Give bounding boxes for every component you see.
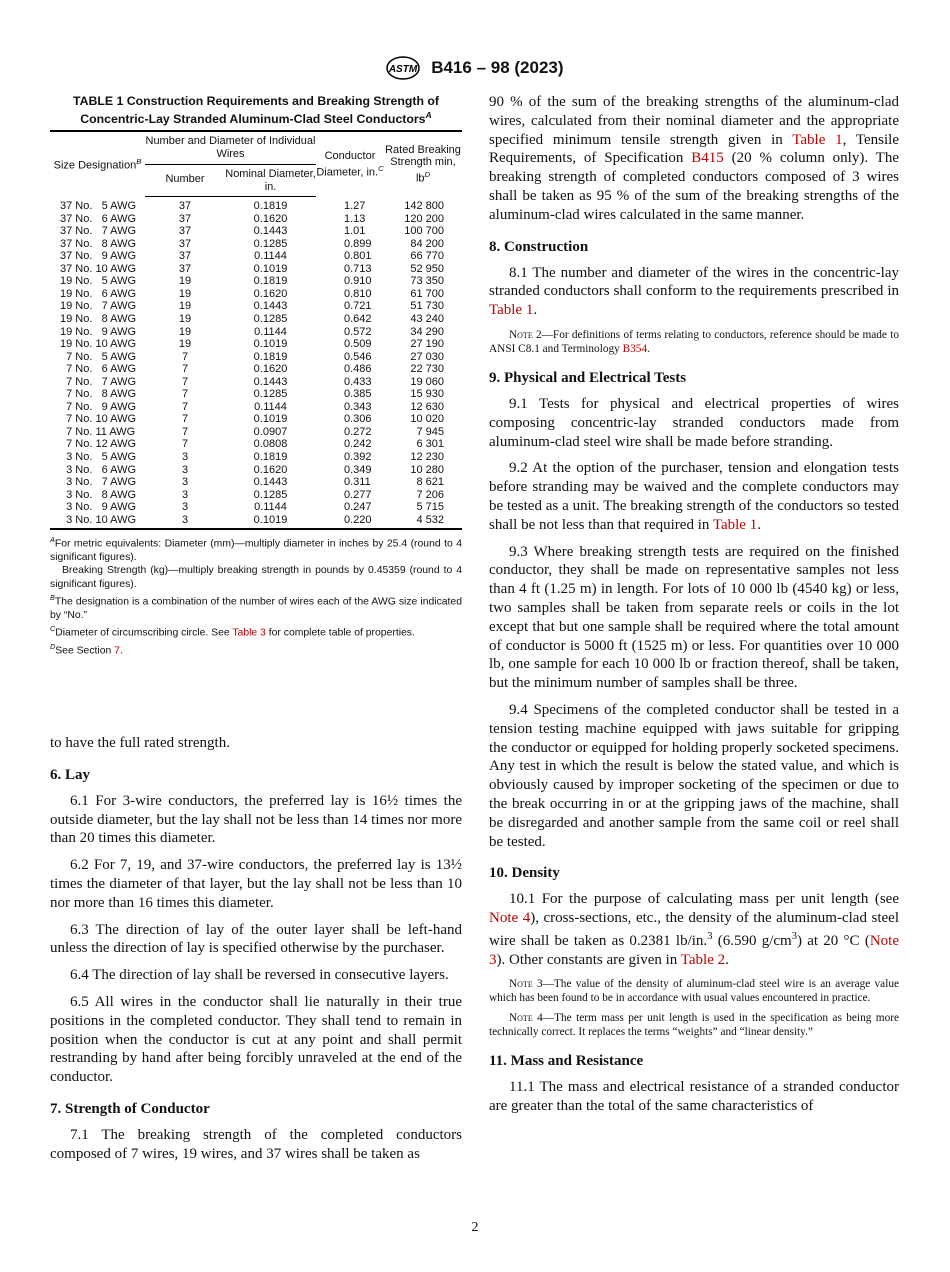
table-cell: 142 800 [404,199,444,212]
table-cell: 0.1620 [253,287,288,300]
table-cell: 0.1443 [253,225,288,238]
col-size: Size Designation$^B$ [53,157,142,172]
paragraph [50,792,462,848]
table-cell: 27 190 [410,338,444,351]
table-cell: 0.1019 [253,513,288,526]
paragraph [489,890,899,969]
text-run: 90 % of the sum of the breaking strengths of the aluminum-clad wires, calculated from their nominal diameter and the appropriate specified minimum tensile strength given in [489,94,899,148]
table-cell: 19 [178,275,192,288]
table-row [50,388,462,401]
table-cell: 7 No. 5 AWG [60,350,137,363]
cross-reference-link[interactable]: Note 4 [489,910,531,927]
table-cell: 7 [181,413,189,426]
text-run: 9.3 Where breaking strength tests are required on the finished conductor, they shall be made on representative samples not less than 4 ft (1.25 m) in length. For lots of 10 000 lb (4540 kg) or less, two samples shall be taken from separate reels or coils in the lot except that but one sample shall be required where the total amount of conductor is 5000 ft (1525 m) or less. For quantities over 10 000 lb, one sample for each 10 000 lb or fraction thereof, shall be taken, but the minimum number of samples shall be three. [489,543,899,692]
page-header [0,56,950,80]
table-cell: 3 No. 6 AWG [60,463,137,476]
table-cell: 0.1144 [254,250,287,263]
table-cell: 43 240 [410,313,444,326]
table-cell: 19 No. 8 AWG [60,313,137,326]
table-cell: 37 [178,250,192,263]
table-row [50,413,462,426]
table-row [50,275,462,288]
table-cell: 19 No. 10 AWG [60,338,137,351]
svg-text:ASTM: ASTM [389,64,418,75]
table-cell: 0.277 [344,488,372,501]
left-column-text [50,734,462,1172]
table-cell: 37 No. 10 AWG [60,262,137,275]
table-cell: 7 No. 12 AWG [60,438,137,451]
table-cell: 34 290 [410,325,444,338]
text-run: 3 [791,930,797,942]
table-cell: 19 [178,287,192,300]
table-cell: 0.810 [344,287,372,300]
table-cell: 3 No. 9 AWG [60,501,137,514]
table-cell: 0.272 [344,425,372,438]
table-cell: 0.1019 [253,262,288,275]
table-cell: 7 [181,438,189,451]
cross-reference-link[interactable]: Table 1 [712,516,758,533]
table-row [50,326,462,339]
text-run: 9.4 Specimens of the completed conductor shall be tested in a tension testing machine equipped with jaws suitable for gripping the conductor or equipped for holding properly socketed specimens. Any test in which the result is below the stated value, and which is obviously caused by improper socketing of the specimen or due to the break occurring in or at the gripping jaws of the machine, shall be disregarded and another sample from the same coil or reel shall be tested. [489,701,899,850]
table-cell: 37 No. 8 AWG [60,237,137,250]
table-cell: 0.1819 [253,200,288,213]
table-cell: 0.1144 [254,501,287,514]
text-run: (6.590 g/cm [712,932,792,949]
table-cell: 0.910 [344,275,372,288]
table-cell: 0.392 [344,451,372,464]
table-cell: 3 [181,501,189,514]
table-cell: 10 280 [410,463,444,476]
table-row [50,476,462,489]
table-row [50,426,462,439]
col-conductor-diameter: Conductor Diameter, in.$^C$ [316,150,384,179]
table-cell: 37 [178,200,192,213]
table-cell: 37 No. 5 AWG [60,199,137,212]
paragraph [50,734,462,753]
note-paragraph [489,328,899,356]
page-number: 2 [471,1220,479,1235]
text-run: to have the full rated strength. [50,735,230,751]
note-paragraph [489,977,899,1005]
table-1-block [50,94,462,658]
text-run: Note [509,978,533,991]
table-cell: 1.01 [344,225,366,238]
table-cell: 1.27 [344,199,366,212]
table-row [50,338,462,351]
table-row [50,451,462,464]
table-cell: 0.1285 [253,488,288,501]
table-cell: 19 No. 9 AWG [60,325,137,338]
table-cell: 3 [181,451,189,464]
text-run: 6.1 For 3-wire conductors, the preferred lay is 16½ times the outside diameter, but the lay shall not be less than 14 times nor more than 20 times this diameter. [50,792,462,847]
table-cell: 0.509 [344,338,372,351]
table-cell: 0.1620 [253,363,288,376]
table-cell: 3 [181,513,189,526]
table-cell: 0.1620 [253,463,288,476]
table-cell: 0.1019 [253,338,288,351]
table-cell: 10 020 [410,413,444,426]
text-run: 9. Physical and Electrical Tests [489,369,687,386]
text-run: (20 % column only). The breaking strength of completed conductors composed of 3 wires shall be taken as 95 % of the sum of the breaking strengths of the aluminum-clad wires calculated in the same manner. [489,150,899,223]
table-cell: 37 [178,262,192,275]
table-cell: 0.1819 [253,350,288,363]
table-cell: 19 [178,325,192,338]
table-title: TABLE 1 Construction Requirements and Breaking Strength of Concentric-Lay Stranded Aluminum-Clad Steel Conductors$^A$ [73,94,439,127]
table-row [50,401,462,414]
table-row [50,376,462,389]
table-cell: 19 No. 6 AWG [60,287,137,300]
table-cell: 7 [181,375,189,388]
table-row [50,351,462,364]
text-run: , Tensile Requirements, of Specification [489,131,899,167]
table-cell: 0.721 [344,300,372,313]
table-3-link[interactable]: Table 3 [232,627,266,639]
table-cell: 7 [181,363,189,376]
text-run: 2—For definitions of terms relating to conductors, reference should be made to ANSI C8.1 and Terminology [489,328,899,355]
table-row [50,213,462,226]
table-cell: 51 730 [410,300,444,313]
text-run: 6.5 All wires in the conductor shall lie naturally in their true positions in the completed conductor. They shall tend to remain in position when the conductor is cut at any point and shall permit restranding by hand after being forcibly unraveled at the end of the conductor. [50,993,462,1086]
text-run: Note [509,328,533,341]
table-cell: 15 930 [410,388,444,401]
cross-reference-link[interactable]: Table 2 [680,951,726,968]
table-cell: 37 [178,225,192,238]
table-cell: 0.1819 [253,275,288,288]
table-cell: 0.642 [344,313,372,326]
paragraph [50,921,462,959]
table-cell: 37 No. 7 AWG [60,225,137,238]
paragraph [489,264,899,320]
table-row [50,501,462,514]
table-row [50,464,462,477]
table-row [50,263,462,276]
table-cell: 0.242 [344,438,372,451]
col-number: Number [145,165,225,197]
text-run: 6.3 The direction of lay of the outer layer shall be left-hand unless the direction of lay is specified otherwise by the purchaser. [50,921,462,957]
text-run: 3—The value of the density of aluminum-clad steel wire is an average value which has been found to be in accordance with usual values encountered in practice. [489,978,899,1005]
table-cell: 0.486 [344,363,372,376]
table-cell: 12 230 [410,451,444,464]
paragraph [50,993,462,1087]
section-heading [489,865,899,882]
table-cell: 0.0907 [253,425,288,438]
document-designation: B416 – 98 (2023) [431,58,564,77]
text-run: 11.1 The mass and electrical resistance of a stranded conductor are greater than the total of the same characteristics of [489,1079,899,1115]
table-cell: 7 No. 11 AWG [60,425,136,438]
note-paragraph [489,1011,899,1039]
table-cell: 19 [178,338,192,351]
text-run: 8.1 The number and diameter of the wires in the concentric-lay stranded conductors shall conform to the requirements prescribed in [489,264,899,300]
text-run: . [757,516,761,533]
table-cell: 37 No. 9 AWG [60,250,137,263]
section-heading [50,767,462,784]
paragraph [50,966,462,985]
table-cell: 66 770 [410,250,444,263]
paragraph [489,701,899,851]
section-7-link[interactable]: 7 [114,645,120,657]
cross-reference-link[interactable]: B354 [622,342,648,355]
table-row [50,489,462,502]
table-row [50,313,462,326]
text-run: 10.1 For the purpose of calculating mass per unit length (see [509,891,899,908]
table-footnotes: $^A$For metric equivalents: Diameter (mm)—multiply diameter in inches by 25.4 (round to 4 significant figures). Breaking Strength (kg)—multiply breaking strength in pounds by 0.45359 (round to 4 significant figures). $^B$The designation is a combination of the number of wires each of the AWG size indicated by “No.” $^C$Diameter of circumscribing circle. See Table 3 for complete table of properties. $^D$See Section 7. [50,535,462,657]
table-cell: 0.1144 [254,400,287,413]
section-heading [489,239,899,256]
table-cell: 0.899 [344,237,372,250]
text-run: 9.1 Tests for physical and electrical properties of wires composing concentric-lay stranded conductors made from aluminum-clad steel wire shall be made before stranding. [489,395,899,450]
table-row [50,225,462,238]
table-cell: 0.220 [344,513,372,526]
table-cell: 7 No. 9 AWG [60,400,137,413]
table-row [50,363,462,376]
table-cell: 22 730 [410,363,444,376]
section-heading [489,1053,899,1070]
table-cell: 7 No. 8 AWG [60,388,137,401]
table-row [50,197,462,213]
paragraph [489,1078,899,1116]
table-cell: 7 [181,400,189,413]
table-row [50,250,462,263]
table-cell: 7 [181,425,189,438]
table-cell: 37 [178,212,192,225]
cross-reference-link[interactable]: B415 [691,150,724,167]
table-cell: 5 715 [416,501,444,514]
table-cell: 0.1819 [253,451,288,464]
table-cell: 0.572 [344,325,372,338]
cross-reference-link[interactable]: Table 1 [489,302,534,319]
table-cell: 3 No. 7 AWG [60,476,137,489]
table-cell: 8 621 [416,476,444,489]
table-cell: 100 700 [404,225,444,238]
table-cell: 0.1019 [253,413,288,426]
table-cell: 0.1443 [253,375,288,388]
table-row [50,300,462,313]
table-row [50,438,462,451]
col-group-wires: Number and Diameter of Individual Wires [145,131,316,165]
table-cell: 7 945 [416,425,444,438]
text-run: Note [509,1012,533,1025]
text-run: 6.2 For 7, 19, and 37-wire conductors, the preferred lay is 13½ times the diameter of that layer, but the lay shall not be less than 10 nor more than 16 times this diameter. [50,857,462,911]
table-cell: 0.801 [344,250,372,263]
paragraph [489,395,899,451]
table-cell: 7 No. 6 AWG [60,363,137,376]
text-run: 8. Construction [489,238,589,255]
table-cell: 3 No. 10 AWG [60,513,137,526]
table-cell: 27 030 [410,350,444,363]
table-cell: 0.713 [344,262,372,275]
table-cell: 73 350 [410,275,444,288]
text-run: 4—The term mass per unit length is used in the specification as being more technically correct. It replaces the terms “weights” and “linear density.” [489,1012,899,1039]
table-cell: 37 No. 6 AWG [60,212,137,225]
table-cell: 0.1285 [253,237,288,250]
table-cell: 7 No. 7 AWG [60,375,137,388]
table-cell: 3 [181,488,189,501]
text-run: . [647,342,650,355]
table-cell: 7 [181,350,189,363]
table-cell: 7 [181,388,189,401]
table-cell: 120 200 [404,212,444,225]
text-run: 6. Lay [50,766,91,783]
table-cell: 3 No. 5 AWG [60,451,137,464]
text-run: 3 [707,930,713,942]
table-row [50,238,462,251]
paragraph [50,856,462,912]
paragraph [489,543,899,693]
table-row [50,288,462,301]
table-cell: 0.349 [344,463,372,476]
table-cell: 52 950 [410,262,444,275]
table-cell: 4 532 [416,513,444,526]
table-cell: 0.0808 [253,438,288,451]
table-cell: 0.433 [344,375,372,388]
table-cell: 0.546 [344,350,372,363]
text-run: ), cross-sections, etc., the density of the aluminum-clad steel wire shall be taken as 0.2381 lb/in. [489,910,899,949]
section-heading [489,370,899,387]
text-run: ). Other constants are given in [496,951,681,968]
table-cell: 0.1285 [253,313,288,326]
table-cell: 0.311 [344,476,371,489]
text-run: 6.4 The direction of lay shall be reversed in consecutive layers. [70,967,449,984]
section-heading [50,1101,462,1118]
table-cell: 19 No. 5 AWG [60,275,137,288]
table-cell: 19 060 [410,375,444,388]
table-cell: 0.1443 [253,300,288,313]
text-run: 7. Strength of Conductor [50,1100,210,1117]
table-cell: 19 No. 7 AWG [60,300,137,313]
table-cell: 0.1443 [253,476,288,489]
table-cell: 3 [181,476,189,489]
cross-reference-link[interactable]: Table 1 [792,131,843,148]
table-cell: 3 [181,463,189,476]
text-run: 7.1 The breaking strength of the completed conductors composed of 7 wires, 19 wires, and 37 wires shall be taken as [50,1126,462,1162]
table-cell: 0.1144 [254,325,287,338]
table-cell: 0.247 [344,501,372,514]
table-cell: 12 630 [410,400,444,413]
text-run: 9.2 At the option of the purchaser, tension and elongation tests before stranding may be waived and the complete conductors may be tested as a unit. The breaking strength of the conductors so tested shall be not less than that required in [489,460,899,533]
col-rated-strength: Rated Breaking Strength min, $lb^D$ [385,143,461,185]
table-cell: 61 700 [410,287,444,300]
table-cell: 0.343 [344,400,372,413]
text-run: ) at 20 °C ( [796,932,870,949]
paragraph [489,459,899,534]
text-run: . [725,951,729,968]
table-cell: 1.13 [344,212,366,225]
table-1 [50,130,462,530]
table-cell: 0.306 [344,413,372,426]
table-cell: 37 [178,237,192,250]
cross-reference-link[interactable]: Note 3 [489,932,899,968]
right-column-text [489,93,899,1124]
table-cell: 0.385 [344,388,372,401]
table-cell: 0.1620 [253,212,288,225]
text-run: . [533,302,538,319]
table-body [50,197,462,530]
table-cell: 3 No. 8 AWG [60,488,137,501]
table-cell: 7 No. 10 AWG [60,413,137,426]
text-run: 10. Density [489,865,560,882]
text-run: 11. Mass and Resistance [489,1053,644,1070]
table-cell: 6 301 [416,438,444,451]
table-cell: 19 [178,300,192,313]
col-nominal-diameter: Nominal Diameter, in. [225,165,316,197]
table-cell: 84 200 [410,237,444,250]
astm-logo-icon [386,56,420,80]
table-cell: 19 [178,313,192,326]
table-cell: 0.1285 [253,388,288,401]
paragraph [489,93,899,225]
table-row [50,514,462,530]
table-cell: 7 206 [416,488,444,501]
paragraph [50,1126,462,1164]
